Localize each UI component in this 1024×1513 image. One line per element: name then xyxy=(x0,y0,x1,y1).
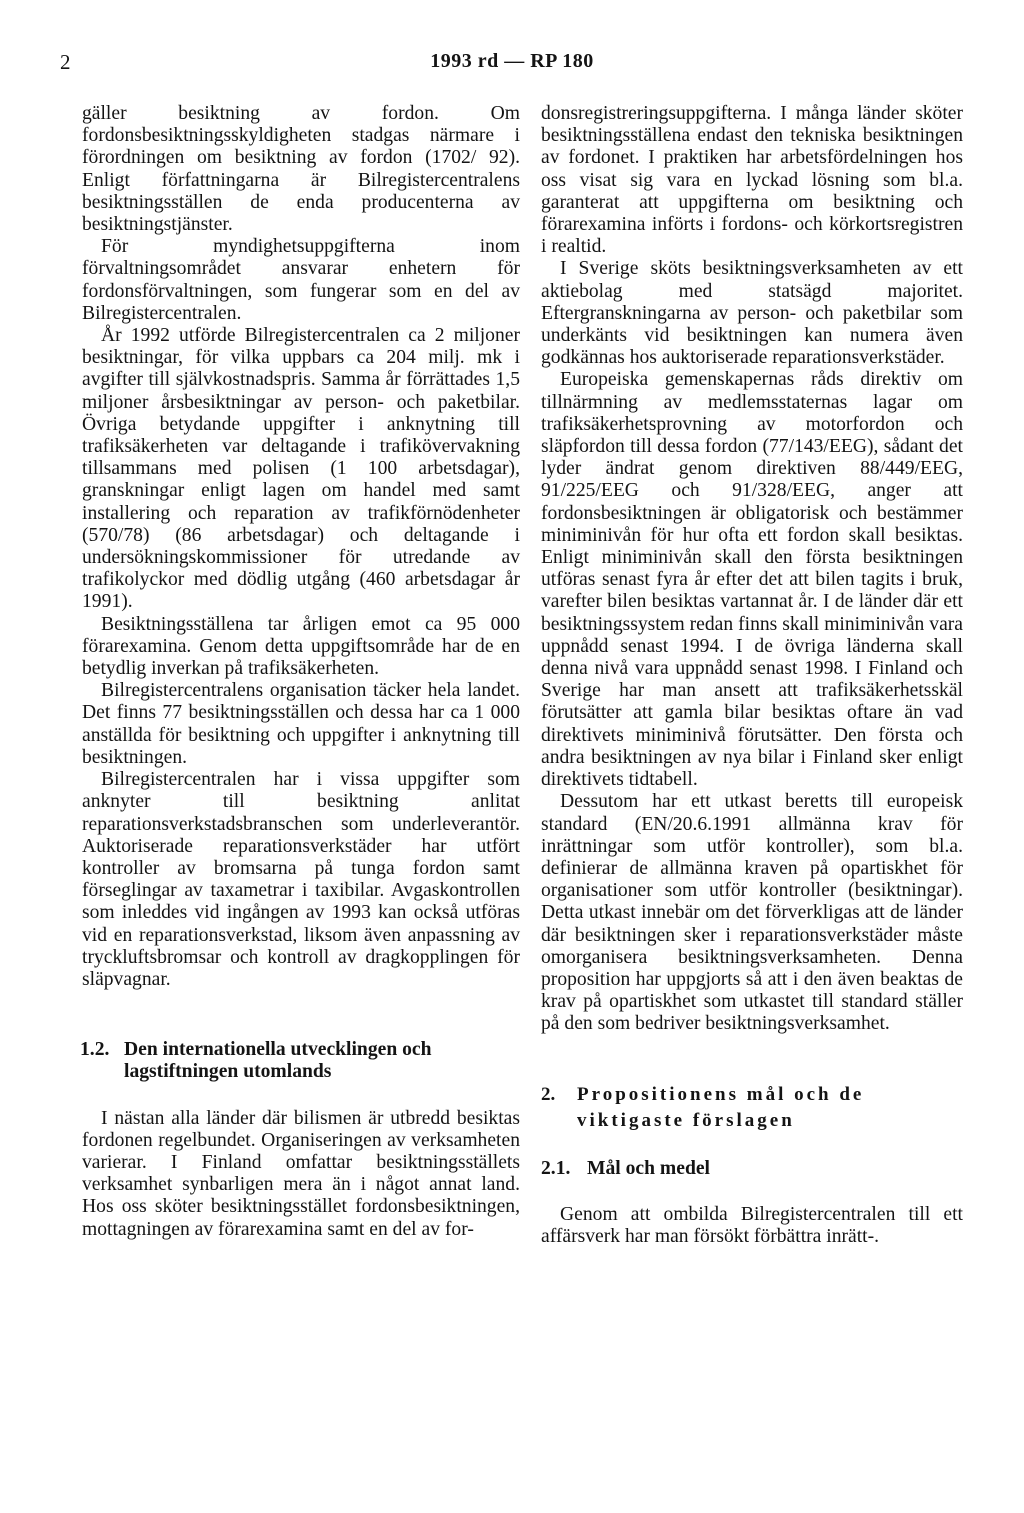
section-number: 2. xyxy=(541,1083,556,1105)
section-title: Mål och medel xyxy=(587,1157,710,1179)
paragraph: I nästan alla länder där bilismen är utbredd besiktas fordonen regelbundet. Organiseringen av verksamheten varierar. I Finland omfattar besiktningsställets verksamhet synbarligen mera än i något annat land. Hos oss sköter besiktningsstället fordonsbesiktningen, mottagningen av förarexamina samt en del av for- xyxy=(82,1107,520,1240)
paragraph: I Sverige sköts besiktningsverksamheten av ett aktiebolag med statsägd majoritet. Eftergranskningarna av person- och paketbilar som underkänts vid besiktningen kan numera även godkännas hos auktoriserade reparationsverkstäder. xyxy=(541,258,963,369)
running-head: 1993 rd — RP 180 xyxy=(430,50,594,72)
paragraph: gäller besiktning av fordon. Om fordonsbesiktningsskyldigheten stadgas närmare i förordningen om besiktning av fordon (1702/ 92). Enligt författningarna är Bilregistercentralens besiktningsställen de enda producenterna av besiktningstjänster. xyxy=(82,103,520,236)
section-heading-1-2 xyxy=(80,1039,520,1083)
page-header xyxy=(0,50,1024,80)
paragraph: Europeiska gemenskapernas råds direktiv om tillnärmning av medlemsstaternas lagar om trafiksäkerhetsprovning av motorfordon och släpfordon till dessa fordon (77/143/EEG), sådant det lyder ändrat genom direktiven 88/449/EEG, 91/225/EEG och 91/328/EEG, anger att fordonsbesiktningen är obligatorisk och bestämmer miniminivån för hur ofta ett fordon skall besiktas. Enligt miniminivån skall den första besiktningen utföras senast fyra år efter det att bilen tagits i bruk, varefter bilen besiktas vartannat år. I de länder där ett besiktningssystem redan finns skall miniminivån vara uppnådd senast 1994. I de övriga länderna skall denna nivå vara uppnådd senast 1998. I Finland och Sverige har man ansett att trafiksäkerhetsskäl förutsätter att gamla bilar besiktas oftare än vad direktivets miniminivå förutsätter. Den första och andra besiktningen av nya bilar i Finland sker enligt direktivets tidtabell. xyxy=(541,369,963,791)
paragraph: Bilregistercentralens organisation täcker hela landet. Det finns 77 besiktningsställen och dessa har ca 1 000 anställda för besiktning och uppgifter i anknytning till besiktningen. xyxy=(82,680,520,768)
paragraph: År 1992 utförde Bilregistercentralen ca 2 miljoner besiktningar, för vilka uppbars ca 204 milj. mk i avgifter till självkostnadspris. Samma år förrättades 1,5 miljoner årsbesiktningar av person- och paketbilar. Övriga betydande uppgifter i anknytning till trafiksäkerheten var deltagande i trafikövervakning tillsammans med polisen (1 100 arbetsdagar), granskningar enligt lagen om handel med samt installering och reparation av trafikförnödenheter (570/78) (86 arbetsdagar) och deltagande i undersökningskommissioner för utredande av trafikolyckor med dödlig utgång (460 arbetsdagar år 1991). xyxy=(82,325,520,613)
section-title: Propositionens mål och de viktigaste förslagen xyxy=(577,1083,865,1131)
section-heading-2 xyxy=(541,1082,963,1134)
section-heading-2-1 xyxy=(541,1158,963,1180)
section-number: 2.1. xyxy=(541,1157,571,1179)
paragraph: Besiktningsställena tar årligen emot ca 95 000 förarexamina. Genom detta uppgiftsområde har de en betydlig inverkan på trafiksäkerheten. xyxy=(82,613,520,680)
section-title: Den internationella utvecklingen och lagstiftningen utomlands xyxy=(124,1039,432,1083)
paragraph: Bilregistercentralen har i vissa uppgifter som anknyter till besiktning anlitat reparationsverkstadsbranschen som underleverantör. Auktoriserade reparationsverkstäder har utfört kontroller av bromsarna på tunga fordon samt förseglingar av taxametrar i taxibilar. Avgaskontrollen som inleddes vid ingången av 1993 kan också utföras vid en reparationsverkstad, liksom även anpassning av tryckluftsbromsar och kontroll av dragkopplingen för släpvagnar. xyxy=(82,769,520,990)
paragraph: donsregistreringsuppgifterna. I många länder sköter besiktningsställena endast den tekniska besiktningen av fordonet. I praktiken har arbetsfördelningen hos oss visat sig vara en lyckad lösning som bl.a. garanterat att uppgifterna om besiktning och förarexamina införts i fordons- och körkortsregistren i realtid. xyxy=(541,103,963,258)
paragraph: Dessutom har ett utkast beretts till europeisk standard (EN/20.6.1991 allmänna krav för inrättningar som utför kontroller), som bl.a. definierar de allmänna kraven på opartiskhet för organisationer som utför kontroller (besiktningar). Detta utkast innebär om det förverkligas att de länder där besiktningen sker i reparationsverkstäder måste omorganisera besiktningsverksamheten. Denna proposition har uppgjorts så att i den även beaktas de krav på opartiskhet som utkastet till standard ställer på den som bedriver besiktningsverksamhet. xyxy=(541,791,963,1035)
paragraph: För myndighetsuppgifterna inom förvaltningsområdet ansvarar enhetern för fordonsförvaltningen, som fungerar som en del av Bilregistercentralen. xyxy=(82,236,520,324)
section-number: 1.2. xyxy=(80,1039,110,1061)
paragraph: Genom att ombilda Bilregistercentralen till ett affärsverk har man försökt förbättra inrätt-. xyxy=(541,1203,963,1247)
page-number: 2 xyxy=(60,50,71,74)
left-column xyxy=(82,103,520,1241)
right-column xyxy=(541,103,963,1248)
